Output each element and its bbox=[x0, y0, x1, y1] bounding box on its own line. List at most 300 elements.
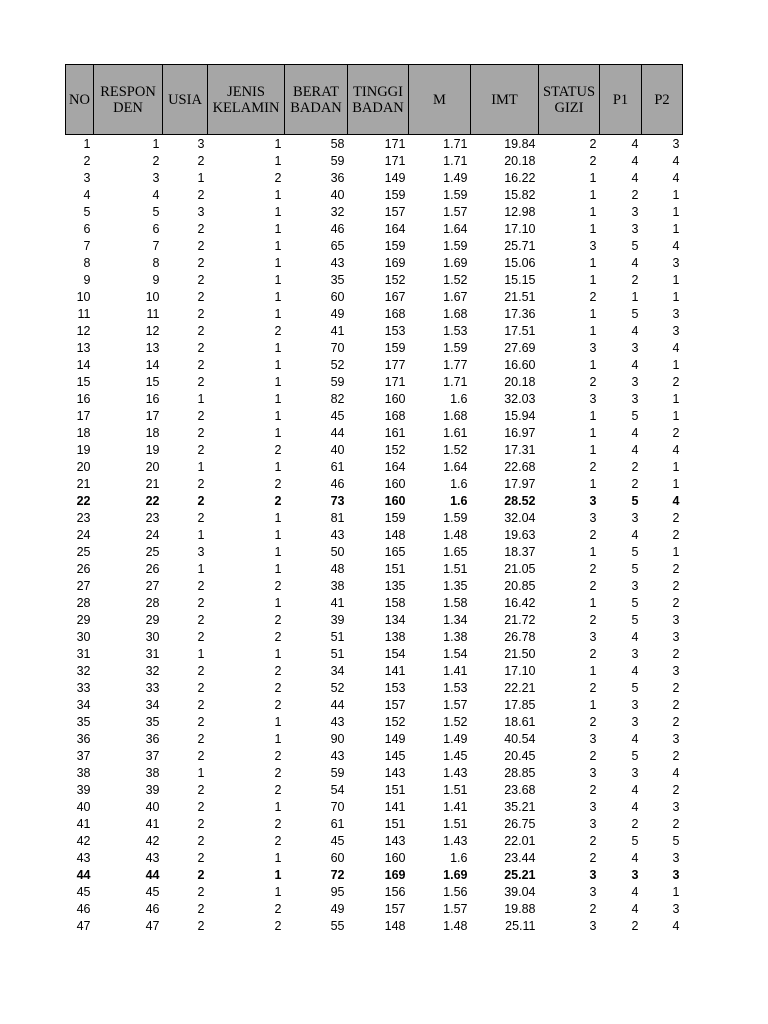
header-m: M bbox=[409, 65, 471, 135]
cell-no: 31 bbox=[76, 647, 91, 661]
cell-m: 1.68 bbox=[443, 307, 468, 321]
cell-berat-badan: 50 bbox=[330, 545, 345, 559]
cell-status-gizi: 3 bbox=[589, 392, 597, 406]
cell-jenis-kelamin: 2 bbox=[274, 919, 282, 933]
cell-tinggi-badan: 167 bbox=[384, 290, 406, 304]
cell-p1: 3 bbox=[631, 375, 639, 389]
table-row bbox=[66, 731, 683, 748]
cell-tinggi-badan: 135 bbox=[384, 579, 406, 593]
cell-responden: 31 bbox=[145, 647, 160, 661]
cell-m: 1.6 bbox=[450, 392, 468, 406]
cell-status-gizi: 1 bbox=[589, 426, 597, 440]
cell-no: 11 bbox=[77, 307, 91, 321]
cell-responden: 43 bbox=[145, 851, 160, 865]
cell-responden: 9 bbox=[152, 273, 160, 287]
cell-p1: 3 bbox=[631, 647, 639, 661]
cell-status-gizi: 3 bbox=[589, 341, 597, 355]
cell-status-gizi: 2 bbox=[589, 613, 597, 627]
cell-tinggi-badan: 165 bbox=[384, 545, 406, 559]
cell-p2: 2 bbox=[672, 698, 680, 712]
cell-m: 1.35 bbox=[443, 579, 468, 593]
cell-p2: 2 bbox=[672, 783, 680, 797]
cell-p1: 3 bbox=[631, 579, 639, 593]
cell-status-gizi: 2 bbox=[589, 749, 597, 763]
cell-jenis-kelamin: 2 bbox=[274, 630, 282, 644]
cell-p2: 4 bbox=[672, 239, 680, 253]
cell-responden: 20 bbox=[145, 460, 160, 474]
cell-tinggi-badan: 154 bbox=[384, 647, 406, 661]
cell-tinggi-badan: 164 bbox=[384, 460, 406, 474]
cell-m: 1.59 bbox=[443, 341, 468, 355]
cell-jenis-kelamin: 2 bbox=[274, 749, 282, 763]
cell-p1: 4 bbox=[631, 630, 639, 644]
table-row bbox=[66, 629, 683, 646]
header-p2: P2 bbox=[642, 65, 683, 135]
cell-berat-badan: 43 bbox=[330, 528, 345, 542]
cell-responden: 7 bbox=[152, 239, 160, 253]
cell-status-gizi: 2 bbox=[589, 647, 597, 661]
cell-m: 1.58 bbox=[443, 596, 468, 610]
cell-status-gizi: 2 bbox=[589, 834, 597, 848]
cell-status-gizi: 3 bbox=[589, 239, 597, 253]
cell-tinggi-badan: 168 bbox=[384, 409, 406, 423]
cell-p1: 2 bbox=[631, 273, 639, 287]
cell-responden: 4 bbox=[152, 188, 160, 202]
table-row bbox=[66, 850, 683, 867]
cell-no: 37 bbox=[76, 749, 91, 763]
cell-responden: 10 bbox=[145, 290, 160, 304]
cell-usia: 2 bbox=[197, 800, 205, 814]
cell-tinggi-badan: 149 bbox=[384, 171, 406, 185]
cell-m: 1.51 bbox=[443, 562, 468, 576]
cell-tinggi-badan: 171 bbox=[384, 375, 406, 389]
cell-status-gizi: 2 bbox=[589, 715, 597, 729]
cell-usia: 2 bbox=[197, 188, 205, 202]
table-row bbox=[66, 272, 683, 289]
cell-jenis-kelamin: 1 bbox=[274, 511, 282, 525]
cell-usia: 2 bbox=[197, 358, 205, 372]
table-row bbox=[66, 884, 683, 901]
cell-p2: 3 bbox=[672, 256, 680, 270]
cell-m: 1.65 bbox=[443, 545, 468, 559]
cell-tinggi-badan: 159 bbox=[384, 341, 406, 355]
cell-tinggi-badan: 171 bbox=[384, 154, 406, 168]
cell-status-gizi: 1 bbox=[589, 358, 597, 372]
cell-no: 10 bbox=[76, 290, 91, 304]
cell-p2: 2 bbox=[672, 681, 680, 695]
cell-no: 32 bbox=[76, 664, 91, 678]
cell-jenis-kelamin: 1 bbox=[274, 647, 282, 661]
cell-p1: 3 bbox=[631, 868, 639, 882]
cell-tinggi-badan: 159 bbox=[384, 511, 406, 525]
cell-m: 1.69 bbox=[443, 256, 468, 270]
cell-p2: 2 bbox=[672, 817, 680, 831]
cell-p1: 4 bbox=[631, 732, 639, 746]
cell-usia: 2 bbox=[197, 409, 205, 423]
cell-no: 13 bbox=[76, 341, 91, 355]
cell-m: 1.56 bbox=[443, 885, 468, 899]
cell-m: 1.6 bbox=[450, 477, 468, 491]
cell-tinggi-badan: 151 bbox=[384, 817, 406, 831]
cell-jenis-kelamin: 2 bbox=[274, 766, 282, 780]
cell-status-gizi: 3 bbox=[589, 868, 597, 882]
cell-tinggi-badan: 151 bbox=[384, 783, 406, 797]
cell-jenis-kelamin: 2 bbox=[274, 698, 282, 712]
table-row bbox=[66, 204, 683, 221]
cell-responden: 6 bbox=[152, 222, 160, 236]
cell-jenis-kelamin: 1 bbox=[274, 562, 282, 576]
cell-p1: 5 bbox=[631, 562, 639, 576]
cell-tinggi-badan: 151 bbox=[384, 562, 406, 576]
cell-imt: 25.11 bbox=[505, 919, 536, 933]
cell-m: 1.59 bbox=[443, 511, 468, 525]
table-row bbox=[66, 782, 683, 799]
cell-jenis-kelamin: 1 bbox=[274, 375, 282, 389]
cell-status-gizi: 3 bbox=[589, 630, 597, 644]
cell-responden: 24 bbox=[145, 528, 160, 542]
cell-no: 39 bbox=[76, 783, 91, 797]
cell-p2: 3 bbox=[672, 324, 680, 338]
table-row bbox=[66, 527, 683, 544]
cell-berat-badan: 44 bbox=[330, 426, 345, 440]
cell-responden: 36 bbox=[145, 732, 160, 746]
table-row bbox=[66, 306, 683, 323]
cell-p2: 2 bbox=[672, 749, 680, 763]
cell-tinggi-badan: 160 bbox=[384, 494, 406, 508]
cell-jenis-kelamin: 2 bbox=[274, 477, 282, 491]
cell-p2: 3 bbox=[672, 630, 680, 644]
cell-responden: 41 bbox=[145, 817, 160, 831]
cell-usia: 2 bbox=[197, 834, 205, 848]
cell-tinggi-badan: 158 bbox=[384, 596, 406, 610]
cell-m: 1.54 bbox=[443, 647, 468, 661]
cell-p1: 4 bbox=[631, 902, 639, 916]
cell-tinggi-badan: 169 bbox=[384, 868, 406, 882]
cell-responden: 25 bbox=[145, 545, 160, 559]
cell-usia: 2 bbox=[197, 511, 205, 525]
cell-berat-badan: 36 bbox=[330, 171, 345, 185]
cell-berat-badan: 60 bbox=[330, 290, 345, 304]
cell-berat-badan: 52 bbox=[330, 681, 345, 695]
cell-m: 1.71 bbox=[443, 137, 468, 151]
table-row bbox=[66, 901, 683, 918]
cell-status-gizi: 1 bbox=[589, 596, 597, 610]
table-row bbox=[66, 425, 683, 442]
cell-status-gizi: 2 bbox=[589, 290, 597, 304]
cell-jenis-kelamin: 1 bbox=[274, 460, 282, 474]
cell-status-gizi: 3 bbox=[589, 817, 597, 831]
cell-p2: 3 bbox=[672, 851, 680, 865]
cell-usia: 2 bbox=[197, 341, 205, 355]
cell-p1: 3 bbox=[631, 341, 639, 355]
cell-imt: 17.36 bbox=[504, 307, 536, 321]
cell-m: 1.43 bbox=[443, 766, 468, 780]
cell-berat-badan: 59 bbox=[330, 375, 345, 389]
table-row bbox=[66, 918, 683, 935]
cell-status-gizi: 1 bbox=[589, 477, 597, 491]
data-table bbox=[65, 64, 683, 935]
cell-p1: 2 bbox=[631, 919, 639, 933]
cell-usia: 2 bbox=[197, 443, 205, 457]
cell-status-gizi: 2 bbox=[589, 137, 597, 151]
cell-responden: 42 bbox=[145, 834, 160, 848]
cell-berat-badan: 41 bbox=[330, 324, 345, 338]
cell-p1: 3 bbox=[631, 715, 639, 729]
cell-jenis-kelamin: 1 bbox=[274, 426, 282, 440]
cell-tinggi-badan: 141 bbox=[384, 664, 406, 678]
cell-p2: 1 bbox=[672, 290, 680, 304]
cell-p1: 4 bbox=[631, 443, 639, 457]
cell-usia: 3 bbox=[197, 137, 205, 151]
cell-status-gizi: 3 bbox=[589, 732, 597, 746]
cell-usia: 2 bbox=[197, 902, 205, 916]
cell-usia: 2 bbox=[197, 715, 205, 729]
cell-usia: 2 bbox=[197, 324, 205, 338]
cell-m: 1.49 bbox=[443, 171, 468, 185]
cell-status-gizi: 1 bbox=[589, 273, 597, 287]
cell-p1: 3 bbox=[631, 766, 639, 780]
cell-p2: 4 bbox=[672, 341, 680, 355]
cell-tinggi-badan: 134 bbox=[384, 613, 406, 627]
table-row bbox=[66, 765, 683, 782]
cell-berat-badan: 61 bbox=[330, 817, 345, 831]
table-row bbox=[66, 442, 683, 459]
cell-no: 44 bbox=[76, 868, 91, 882]
cell-no: 6 bbox=[83, 222, 91, 236]
cell-usia: 2 bbox=[197, 919, 205, 933]
cell-p1: 3 bbox=[631, 511, 639, 525]
cell-responden: 8 bbox=[152, 256, 160, 270]
cell-berat-badan: 82 bbox=[330, 392, 345, 406]
cell-tinggi-badan: 138 bbox=[384, 630, 406, 644]
cell-berat-badan: 60 bbox=[330, 851, 345, 865]
cell-p2: 3 bbox=[672, 902, 680, 916]
cell-p2: 4 bbox=[672, 443, 680, 457]
cell-responden: 28 bbox=[145, 596, 160, 610]
cell-imt: 32.04 bbox=[504, 511, 536, 525]
cell-responden: 18 bbox=[145, 426, 160, 440]
cell-m: 1.48 bbox=[443, 919, 468, 933]
cell-responden: 13 bbox=[145, 341, 160, 355]
table-row bbox=[66, 816, 683, 833]
cell-imt: 20.18 bbox=[504, 375, 536, 389]
cell-imt: 22.01 bbox=[504, 834, 536, 848]
cell-no: 22 bbox=[76, 494, 91, 508]
cell-p2: 5 bbox=[672, 834, 680, 848]
cell-imt: 20.85 bbox=[504, 579, 536, 593]
table-row bbox=[66, 544, 683, 561]
header-status-gizi: STATUS GIZI bbox=[539, 65, 600, 135]
cell-berat-badan: 90 bbox=[330, 732, 345, 746]
cell-usia: 2 bbox=[197, 256, 205, 270]
cell-imt: 28.52 bbox=[504, 494, 536, 508]
cell-berat-badan: 34 bbox=[330, 664, 345, 678]
cell-no: 27 bbox=[76, 579, 91, 593]
cell-p1: 3 bbox=[631, 205, 639, 219]
cell-jenis-kelamin: 1 bbox=[274, 205, 282, 219]
cell-p2: 3 bbox=[672, 307, 680, 321]
cell-berat-badan: 43 bbox=[330, 715, 345, 729]
cell-tinggi-badan: 141 bbox=[384, 800, 406, 814]
cell-p1: 5 bbox=[631, 613, 639, 627]
cell-status-gizi: 2 bbox=[589, 902, 597, 916]
cell-imt: 16.60 bbox=[504, 358, 536, 372]
cell-imt: 18.61 bbox=[504, 715, 536, 729]
cell-no: 5 bbox=[83, 205, 91, 219]
header-usia: USIA bbox=[163, 65, 208, 135]
cell-no: 4 bbox=[83, 188, 91, 202]
cell-tinggi-badan: 149 bbox=[384, 732, 406, 746]
cell-p2: 1 bbox=[672, 460, 680, 474]
table-row bbox=[66, 476, 683, 493]
table-row bbox=[66, 578, 683, 595]
table-row bbox=[66, 255, 683, 272]
cell-status-gizi: 2 bbox=[589, 681, 597, 695]
cell-m: 1.53 bbox=[443, 324, 468, 338]
cell-tinggi-badan: 160 bbox=[384, 851, 406, 865]
cell-imt: 26.75 bbox=[504, 817, 536, 831]
cell-berat-badan: 59 bbox=[330, 766, 345, 780]
cell-imt: 15.06 bbox=[504, 256, 536, 270]
cell-responden: 15 bbox=[145, 375, 160, 389]
cell-responden: 14 bbox=[145, 358, 160, 372]
cell-m: 1.48 bbox=[443, 528, 468, 542]
cell-berat-badan: 51 bbox=[330, 630, 345, 644]
cell-no: 36 bbox=[76, 732, 91, 746]
cell-berat-badan: 49 bbox=[330, 902, 345, 916]
cell-tinggi-badan: 148 bbox=[384, 919, 406, 933]
cell-jenis-kelamin: 1 bbox=[274, 545, 282, 559]
cell-no: 3 bbox=[83, 171, 91, 185]
table-row bbox=[66, 289, 683, 306]
cell-m: 1.41 bbox=[443, 800, 468, 814]
cell-usia: 1 bbox=[197, 562, 205, 576]
cell-jenis-kelamin: 2 bbox=[274, 681, 282, 695]
cell-no: 12 bbox=[76, 324, 91, 338]
cell-m: 1.67 bbox=[443, 290, 468, 304]
cell-status-gizi: 1 bbox=[589, 171, 597, 185]
cell-responden: 34 bbox=[145, 698, 160, 712]
cell-berat-badan: 49 bbox=[330, 307, 345, 321]
cell-imt: 25.71 bbox=[504, 239, 536, 253]
cell-m: 1.57 bbox=[443, 698, 468, 712]
cell-usia: 2 bbox=[197, 494, 205, 508]
cell-status-gizi: 1 bbox=[589, 664, 597, 678]
cell-usia: 2 bbox=[197, 273, 205, 287]
cell-tinggi-badan: 164 bbox=[384, 222, 406, 236]
cell-imt: 20.18 bbox=[504, 154, 536, 168]
cell-tinggi-badan: 161 bbox=[384, 426, 406, 440]
cell-berat-badan: 73 bbox=[330, 494, 345, 508]
cell-responden: 35 bbox=[145, 715, 160, 729]
cell-status-gizi: 2 bbox=[589, 579, 597, 593]
cell-m: 1.34 bbox=[443, 613, 468, 627]
cell-imt: 35.21 bbox=[504, 800, 536, 814]
cell-imt: 15.82 bbox=[504, 188, 536, 202]
cell-jenis-kelamin: 1 bbox=[274, 358, 282, 372]
cell-responden: 22 bbox=[145, 494, 160, 508]
cell-p2: 4 bbox=[672, 171, 680, 185]
cell-jenis-kelamin: 2 bbox=[274, 443, 282, 457]
cell-p1: 3 bbox=[631, 392, 639, 406]
cell-p1: 4 bbox=[631, 324, 639, 338]
cell-jenis-kelamin: 1 bbox=[274, 307, 282, 321]
cell-m: 1.64 bbox=[443, 460, 468, 474]
cell-responden: 33 bbox=[145, 681, 160, 695]
cell-no: 42 bbox=[76, 834, 91, 848]
cell-tinggi-badan: 160 bbox=[384, 392, 406, 406]
cell-jenis-kelamin: 2 bbox=[274, 579, 282, 593]
cell-usia: 2 bbox=[197, 579, 205, 593]
cell-m: 1.59 bbox=[443, 239, 468, 253]
table-row bbox=[66, 867, 683, 884]
header-row bbox=[66, 65, 683, 135]
cell-usia: 2 bbox=[197, 154, 205, 168]
cell-tinggi-badan: 157 bbox=[384, 902, 406, 916]
cell-imt: 21.50 bbox=[504, 647, 536, 661]
table-row bbox=[66, 153, 683, 170]
cell-responden: 19 bbox=[145, 443, 160, 457]
cell-berat-badan: 32 bbox=[330, 205, 345, 219]
cell-jenis-kelamin: 1 bbox=[274, 392, 282, 406]
cell-p1: 4 bbox=[631, 426, 639, 440]
cell-usia: 1 bbox=[197, 171, 205, 185]
cell-p2: 1 bbox=[672, 188, 680, 202]
cell-m: 1.71 bbox=[443, 154, 468, 168]
cell-p1: 3 bbox=[631, 222, 639, 236]
table-row bbox=[66, 680, 683, 697]
cell-usia: 1 bbox=[197, 647, 205, 661]
cell-responden: 21 bbox=[145, 477, 160, 491]
table-row bbox=[66, 323, 683, 340]
cell-p2: 1 bbox=[672, 205, 680, 219]
cell-no: 24 bbox=[76, 528, 91, 542]
cell-berat-badan: 70 bbox=[330, 341, 345, 355]
table-row bbox=[66, 238, 683, 255]
table-row bbox=[66, 170, 683, 187]
cell-status-gizi: 1 bbox=[589, 256, 597, 270]
cell-p2: 4 bbox=[672, 154, 680, 168]
cell-status-gizi: 3 bbox=[589, 494, 597, 508]
table-row bbox=[66, 561, 683, 578]
cell-usia: 2 bbox=[197, 613, 205, 627]
cell-jenis-kelamin: 1 bbox=[274, 222, 282, 236]
cell-responden: 32 bbox=[145, 664, 160, 678]
cell-p1: 2 bbox=[631, 817, 639, 831]
cell-imt: 17.85 bbox=[504, 698, 536, 712]
table-row bbox=[66, 187, 683, 204]
cell-responden: 45 bbox=[145, 885, 160, 899]
cell-tinggi-badan: 152 bbox=[384, 443, 406, 457]
cell-responden: 5 bbox=[152, 205, 160, 219]
cell-status-gizi: 2 bbox=[589, 851, 597, 865]
table-body bbox=[66, 135, 683, 936]
cell-berat-badan: 95 bbox=[330, 885, 345, 899]
cell-berat-badan: 39 bbox=[330, 613, 345, 627]
cell-imt: 19.63 bbox=[504, 528, 536, 542]
cell-p2: 1 bbox=[672, 222, 680, 236]
cell-p1: 5 bbox=[631, 307, 639, 321]
cell-p2: 2 bbox=[672, 426, 680, 440]
cell-p1: 2 bbox=[631, 188, 639, 202]
cell-imt: 19.88 bbox=[504, 902, 536, 916]
cell-p2: 4 bbox=[672, 919, 680, 933]
cell-tinggi-badan: 152 bbox=[384, 273, 406, 287]
cell-berat-badan: 61 bbox=[330, 460, 345, 474]
cell-imt: 12.98 bbox=[504, 205, 536, 219]
cell-jenis-kelamin: 2 bbox=[274, 171, 282, 185]
cell-status-gizi: 2 bbox=[589, 562, 597, 576]
